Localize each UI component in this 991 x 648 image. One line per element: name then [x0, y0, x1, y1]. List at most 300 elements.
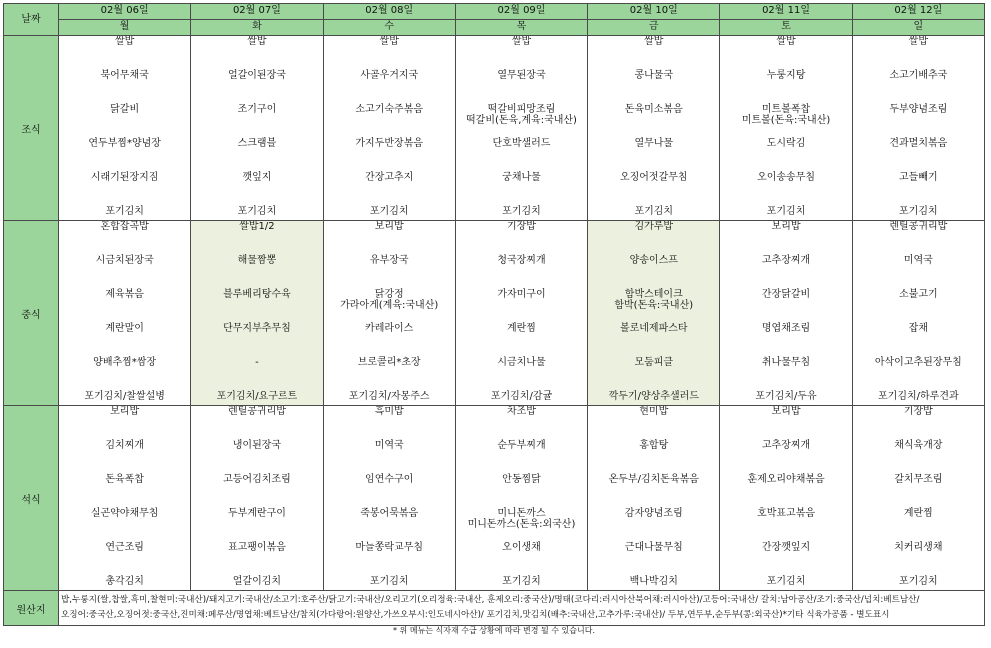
- menu-item-origin-note: 떡갈비(돈육,계육:국내산): [466, 115, 577, 126]
- menu-item: [588, 406, 719, 440]
- menu-item-name: 기장밥: [506, 221, 536, 232]
- menu-item-name: 간장고추지: [365, 172, 414, 183]
- menu-item: [853, 357, 984, 391]
- menu-item-name: 고추장찌개: [761, 440, 811, 451]
- menu-item: [191, 70, 322, 104]
- menu-item: [588, 508, 719, 542]
- menu-item-name: 쌀밥1/2: [239, 221, 275, 232]
- menu-item: [191, 206, 322, 220]
- menu-item: [59, 289, 190, 323]
- menu-item-name: 김치찌개: [105, 440, 144, 451]
- dinner-tue-cell: [191, 406, 323, 591]
- menu-item-name: 감자양념조림: [624, 508, 683, 519]
- menu-item: [456, 508, 587, 542]
- menu-item: [853, 391, 984, 405]
- menu-item-name: 오이생채: [502, 542, 541, 553]
- menu-item: [324, 474, 455, 508]
- menu-item: [59, 70, 190, 104]
- breakfast-fri-cell: [588, 36, 720, 221]
- menu-item-name: 잡채: [908, 323, 928, 334]
- menu-item: [588, 138, 719, 172]
- menu-item: [191, 323, 322, 357]
- menu-item-name: 깍두기/양상추샐러드: [608, 391, 699, 402]
- menu-item: [191, 391, 322, 405]
- menu-item: [191, 255, 322, 289]
- menu-item-name: 냉이된장국: [232, 440, 282, 451]
- menu-item: [720, 440, 851, 474]
- menu-item: [720, 255, 851, 289]
- menu-item: [853, 508, 984, 542]
- menu-item-name: 닭갈비: [110, 104, 140, 115]
- menu-item: [456, 289, 587, 323]
- menu-item: [191, 172, 322, 206]
- menu-item: [720, 508, 851, 542]
- menu-item: [720, 323, 851, 357]
- date-header-label: 날짜: [4, 4, 59, 36]
- breakfast-thu-cell: [455, 36, 587, 221]
- menu-item: [324, 221, 455, 255]
- menu-item: [456, 323, 587, 357]
- menu-item: [456, 406, 587, 440]
- menu-item-name: 소고기배추국: [889, 70, 948, 81]
- breakfast-mon-cell: [59, 36, 191, 221]
- origin-line-2: 오징어:중국산,오징어젓:중국산,진미채:페루산/명엽채:베트남산/참치(가다랑어:원양산,가쓰오부시:인도네시아산)/ 포기김치,맛김치(배추:국내산,고추가루:국내산)/ 두부,연두부,순두부(콩:외국산)*기타 식육가공품 - 별도표시: [61, 610, 890, 620]
- menu-item: [59, 440, 190, 474]
- dinner-mon-cell: [59, 406, 191, 591]
- menu-item-name: 포기김치/두유: [755, 391, 817, 402]
- menu-item-origin-note: 미니돈까스(돈육:외국산): [467, 519, 576, 530]
- menu-item-name: 미니돈까스: [497, 508, 546, 519]
- menu-item: [191, 138, 322, 172]
- menu-item-name: 연두부찜*양념장: [88, 138, 161, 149]
- weekday-tue: 화: [191, 20, 323, 36]
- menu-item: [720, 406, 851, 440]
- menu-item-name: 포기김치: [502, 206, 541, 217]
- menu-item: [456, 474, 587, 508]
- dinner-fri-cell: [588, 406, 720, 591]
- breakfast-label: 조식: [4, 36, 59, 221]
- menu-item: [853, 172, 984, 206]
- menu-item: [324, 391, 455, 405]
- menu-item-name: 가지두반장볶음: [355, 138, 424, 149]
- menu-item-name: 쌀밥: [114, 36, 135, 47]
- menu-item: [324, 172, 455, 206]
- date-thu: 02월 09일: [455, 4, 587, 20]
- menu-item: [324, 576, 455, 590]
- menu-item: [59, 576, 190, 590]
- menu-change-notice: * 위 메뉴는 식자재 수급 상황에 따라 변경 될 수 있습니다.: [393, 626, 595, 635]
- lunch-wed-cell: [323, 221, 455, 406]
- menu-item: [59, 391, 190, 405]
- menu-item: [456, 255, 587, 289]
- menu-item-name: 양배추찜*쌈장: [93, 357, 157, 368]
- menu-item-name: 김가루밥: [634, 221, 674, 232]
- menu-item-name: 포기김치: [105, 206, 144, 217]
- menu-item-name: 흑미밥: [374, 406, 404, 417]
- menu-item: [720, 172, 851, 206]
- menu-item: [588, 36, 719, 70]
- menu-item-name: 포기김치/하루견과: [878, 391, 959, 402]
- breakfast-sat-cell: [720, 36, 852, 221]
- dinner-thu-cell: [455, 406, 587, 591]
- date-mon: 02월 06일: [59, 4, 191, 20]
- menu-item-name: 양송이스프: [629, 255, 678, 266]
- menu-item: [59, 206, 190, 220]
- menu-item-name: 열무된장국: [497, 70, 546, 81]
- menu-item-name: 돈육미소볶음: [624, 104, 683, 115]
- menu-item: [324, 289, 455, 323]
- weekday-thu: 목: [455, 20, 587, 36]
- menu-item: [853, 406, 984, 440]
- menu-item-name: 조기구이: [237, 104, 277, 115]
- menu-item-name: 보리밥: [110, 406, 140, 417]
- menu-item-name: 유부장국: [369, 255, 409, 266]
- menu-item-name: 포기김치: [766, 576, 806, 587]
- menu-item-name: 계란찜: [903, 508, 933, 519]
- menu-item-name: 시금치나물: [497, 357, 546, 368]
- menu-item: [324, 357, 455, 391]
- menu-item: [588, 391, 719, 405]
- menu-item-name: -: [255, 357, 259, 368]
- menu-item-name: 해물짬뽕: [237, 255, 277, 266]
- menu-item: [588, 104, 719, 138]
- menu-item-name: 계란말이: [105, 323, 144, 334]
- menu-item-name: 깻잎지: [242, 172, 272, 183]
- menu-item: [456, 70, 587, 104]
- menu-item-name: 훈제오리야채볶음: [747, 474, 825, 485]
- menu-item-name: 포기김치: [899, 206, 938, 217]
- menu-item-name: 보리밥: [771, 406, 801, 417]
- menu-item: [720, 104, 851, 138]
- lunch-sat-cell: [720, 221, 852, 406]
- menu-item-name: 포기김치: [899, 576, 938, 587]
- menu-item: [853, 542, 984, 576]
- menu-item: [324, 542, 455, 576]
- menu-item: [588, 70, 719, 104]
- weekday-wed: 수: [323, 20, 455, 36]
- dinner-label: 석식: [4, 406, 59, 591]
- menu-item-name: 스크램블: [237, 138, 277, 149]
- breakfast-sun-cell: [852, 36, 984, 221]
- menu-item: [588, 474, 719, 508]
- menu-item-name: 단호박샐러드: [492, 138, 551, 149]
- menu-item: [324, 104, 455, 138]
- menu-item-name: 두부계란구이: [227, 508, 286, 519]
- menu-item-name: 쌀밥: [511, 36, 532, 47]
- menu-item-name: 제육볶음: [105, 289, 144, 300]
- menu-item-name: 쌀밥: [908, 36, 928, 47]
- menu-item-name: 백나박김치: [629, 576, 678, 587]
- menu-item-name: 콩나물국: [634, 70, 674, 81]
- menu-item-name: 포기김치: [634, 206, 674, 217]
- menu-item-name: 온두부/김치돈육볶음: [608, 474, 699, 485]
- menu-item-name: 기장밥: [903, 406, 933, 417]
- menu-item-name: 쌀밥: [644, 36, 664, 47]
- menu-item: [720, 138, 851, 172]
- menu-item: [588, 172, 719, 206]
- lunch-label: 중식: [4, 221, 59, 406]
- menu-item: [456, 542, 587, 576]
- menu-item-name: 렌틸콩귀리밥: [227, 406, 286, 417]
- menu-item: [720, 576, 851, 590]
- menu-item-name: 보리밥: [374, 221, 404, 232]
- menu-item: [456, 391, 587, 405]
- menu-item: [456, 104, 587, 138]
- menu-item: [720, 206, 851, 220]
- menu-item-name: 간장닭갈비: [761, 289, 811, 300]
- menu-item-name: 포기김치: [369, 206, 409, 217]
- menu-item-name: 표고팽이볶음: [227, 542, 286, 553]
- menu-item-name: 미트볼폭찹: [761, 104, 811, 115]
- menu-item: [456, 576, 587, 590]
- menu-item-name: 채식육개장: [894, 440, 943, 451]
- menu-item-name: 궁채나물: [502, 172, 541, 183]
- lunch-mon-cell: [59, 221, 191, 406]
- breakfast-row: [4, 36, 985, 221]
- menu-item: [191, 474, 322, 508]
- menu-item-name: 도시락김: [766, 138, 806, 149]
- menu-item: [588, 255, 719, 289]
- menu-item-name: 실곤약야채무침: [90, 508, 159, 519]
- menu-item: [59, 36, 190, 70]
- date-sun: 02월 12일: [852, 4, 984, 20]
- menu-item-name: 모둠피클: [634, 357, 674, 368]
- menu-item: [191, 406, 322, 440]
- menu-item-name: 마늘쫑락교무침: [355, 542, 424, 553]
- menu-item-name: 누룽지탕: [766, 70, 806, 81]
- menu-item: [59, 255, 190, 289]
- origin-info: [59, 591, 985, 626]
- breakfast-wed-cell: [323, 36, 455, 221]
- weekday-mon: 월: [59, 20, 191, 36]
- menu-item-name: 오이송송무침: [757, 172, 816, 183]
- menu-item-name: 포기김치: [369, 576, 409, 587]
- menu-item-name: 얼갈이된장국: [227, 70, 286, 81]
- menu-item: [588, 440, 719, 474]
- menu-item: [720, 542, 851, 576]
- menu-item-name: 단무지부추무침: [223, 323, 291, 334]
- menu-item-name: 갈치무조림: [894, 474, 943, 485]
- menu-item: [59, 221, 190, 255]
- menu-item: [588, 357, 719, 391]
- menu-item-name: 취나물무침: [761, 357, 811, 368]
- menu-item-name: 아삭이고추된장무침: [874, 357, 962, 368]
- menu-item-name: 순두부찌개: [497, 440, 546, 451]
- date-fri: 02월 10일: [588, 4, 720, 20]
- menu-item: [720, 70, 851, 104]
- menu-item-origin-note: 미트볼(돈육:국내산): [741, 115, 831, 126]
- menu-item-name: 포기김치/감귤: [490, 391, 553, 402]
- lunch-thu-cell: [455, 221, 587, 406]
- menu-item-name: 쌀밥: [776, 36, 796, 47]
- menu-item-name: 소고기숙주볶음: [355, 104, 424, 115]
- menu-item-name: 떡갈비피망조림: [487, 104, 556, 115]
- menu-item-name: 두부양념조림: [889, 104, 948, 115]
- menu-item: [191, 440, 322, 474]
- origin-label: 원산지: [4, 591, 59, 626]
- menu-item-name: 근대나물무침: [624, 542, 683, 553]
- menu-item: [191, 36, 322, 70]
- menu-item: [324, 440, 455, 474]
- menu-item-name: 포기김치: [237, 206, 277, 217]
- lunch-tue-cell: [191, 221, 323, 406]
- menu-item-name: 현미밥: [639, 406, 669, 417]
- menu-item: [720, 391, 851, 405]
- menu-item: [853, 255, 984, 289]
- weekday-sat: 토: [720, 20, 852, 36]
- weekday-sun: 일: [852, 20, 984, 36]
- menu-item: [324, 138, 455, 172]
- menu-item-name: 청국장찌개: [497, 255, 546, 266]
- menu-item-name: 고등어김치조림: [223, 474, 291, 485]
- menu-item: [853, 206, 984, 220]
- menu-item-name: 닭강정: [374, 289, 404, 300]
- menu-item: [59, 172, 190, 206]
- menu-item-name: 차조밥: [506, 406, 536, 417]
- menu-item-name: 북어무채국: [100, 70, 149, 81]
- menu-item: [59, 323, 190, 357]
- menu-item-name: 죽봉어묵볶음: [360, 508, 419, 519]
- menu-item: [324, 36, 455, 70]
- menu-item: [720, 357, 851, 391]
- lunch-sun-cell: [852, 221, 984, 406]
- menu-item: [59, 104, 190, 138]
- menu-item: [853, 474, 984, 508]
- menu-item-name: 안동찜닭: [502, 474, 541, 485]
- origin-line-1: 밥,누룽지(쌀,찹쌀,흑미,찰현미:국내산)/돼지고기:국내산/소고기:호주산/닭고기:국내산/오리고기(오리정육:국내산, 훈제오리:중국산)/명태(코다리:러시아산북어채:러시아산)/고등어:국내산/ 갈치:남아공산/조기:중국산/넙치:베트남산/: [61, 595, 920, 605]
- weekday-fri: 금: [588, 20, 720, 36]
- menu-item-name: 포기김치: [502, 576, 541, 587]
- menu-item: [720, 36, 851, 70]
- menu-item: [588, 206, 719, 220]
- menu-item: [853, 70, 984, 104]
- menu-item: [456, 206, 587, 220]
- menu-item-name: 브로콜리*초장: [357, 357, 421, 368]
- menu-item: [588, 221, 719, 255]
- lunch-fri-cell: [588, 221, 720, 406]
- menu-item-name: 쌀밥: [379, 36, 399, 47]
- menu-item-name: 고추장찌개: [761, 255, 811, 266]
- menu-item: [588, 323, 719, 357]
- menu-item-name: 미역국: [903, 255, 933, 266]
- menu-item-name: 돈육폭찹: [105, 474, 144, 485]
- menu-item: [191, 104, 322, 138]
- date-tue: 02월 07일: [191, 4, 323, 20]
- menu-item-name: 명엽채조림: [761, 323, 811, 334]
- menu-item: [59, 357, 190, 391]
- menu-item-name: 렌틸콩귀리밥: [889, 221, 948, 232]
- dinner-wed-cell: [323, 406, 455, 591]
- menu-item-name: 견과멸치볶음: [889, 138, 948, 149]
- dinner-sat-cell: [720, 406, 852, 591]
- menu-item: [324, 206, 455, 220]
- menu-item-name: 사골우거지국: [360, 70, 419, 81]
- menu-item: [588, 289, 719, 323]
- menu-item-name: 함박스테이크: [624, 289, 683, 300]
- menu-item-name: 연근조림: [105, 542, 144, 553]
- menu-item-name: 시금치된장국: [95, 255, 154, 266]
- menu-item: [59, 474, 190, 508]
- menu-item-name: 혼합잡곡밥: [100, 221, 149, 232]
- menu-item: [191, 221, 322, 255]
- menu-item-name: 쌀밥: [247, 36, 267, 47]
- menu-item: [720, 289, 851, 323]
- menu-item: [59, 138, 190, 172]
- menu-item-name: 블루베리탕수육: [223, 289, 291, 300]
- menu-item-name: 포기김치/요구르트: [216, 391, 298, 402]
- menu-item-name: 포기김치: [766, 206, 806, 217]
- menu-item-name: 열무나물: [634, 138, 674, 149]
- menu-item: [456, 357, 587, 391]
- menu-item: [853, 440, 984, 474]
- menu-item: [853, 221, 984, 255]
- menu-item-name: 임연수구이: [365, 474, 414, 485]
- menu-item-name: 고들빼기: [899, 172, 938, 183]
- menu-item: [59, 406, 190, 440]
- weekly-menu-table: [3, 3, 985, 636]
- menu-item: [191, 542, 322, 576]
- menu-item-name: 미역국: [374, 440, 404, 451]
- date-wed: 02월 08일: [323, 4, 455, 20]
- menu-item-name: 카레라이스: [365, 323, 414, 334]
- menu-item: [191, 357, 322, 391]
- menu-item: [720, 221, 851, 255]
- menu-item: [853, 104, 984, 138]
- menu-item: [853, 289, 984, 323]
- menu-item-name: 계란찜: [506, 323, 536, 334]
- menu-item: [853, 36, 984, 70]
- menu-item-name: 볼로네제파스타: [619, 323, 688, 334]
- menu-item: [324, 323, 455, 357]
- menu-item: [853, 576, 984, 590]
- menu-item-name: 얼갈이김치: [232, 576, 282, 587]
- menu-item: [853, 323, 984, 357]
- menu-item-name: 호박표고볶음: [757, 508, 816, 519]
- menu-item: [456, 36, 587, 70]
- menu-item-name: 총각김치: [105, 576, 144, 587]
- menu-item: [324, 406, 455, 440]
- lunch-row: [4, 221, 985, 406]
- menu-item: [588, 542, 719, 576]
- menu-item: [191, 576, 322, 590]
- menu-item: [324, 508, 455, 542]
- menu-item: [853, 138, 984, 172]
- menu-item-name: 소불고기: [899, 289, 938, 300]
- menu-item: [456, 172, 587, 206]
- menu-item: [59, 508, 190, 542]
- menu-item: [456, 440, 587, 474]
- menu-item: [59, 542, 190, 576]
- menu-item-name: 홍합탕: [639, 440, 669, 451]
- menu-item: [191, 289, 322, 323]
- dinner-sun-cell: [852, 406, 984, 591]
- menu-item-name: 시래기된장지짐: [90, 172, 159, 183]
- breakfast-tue-cell: [191, 36, 323, 221]
- dinner-row: [4, 406, 985, 591]
- menu-item: [324, 70, 455, 104]
- menu-item-name: 간장깻잎지: [761, 542, 811, 553]
- menu-item-name: 포기김치/자몽주스: [348, 391, 430, 402]
- menu-item-name: 보리밥: [771, 221, 801, 232]
- menu-item-name: 오징어젓갈무침: [619, 172, 688, 183]
- menu-item: [456, 138, 587, 172]
- menu-item-origin-note: 가라아게(계육:국내산): [340, 300, 439, 311]
- menu-item: [191, 508, 322, 542]
- menu-item-name: 가자미구이: [497, 289, 546, 300]
- menu-item: [456, 221, 587, 255]
- menu-item-name: 치커리생채: [894, 542, 943, 553]
- menu-item-origin-note: 함박(돈육:국내산): [614, 300, 694, 311]
